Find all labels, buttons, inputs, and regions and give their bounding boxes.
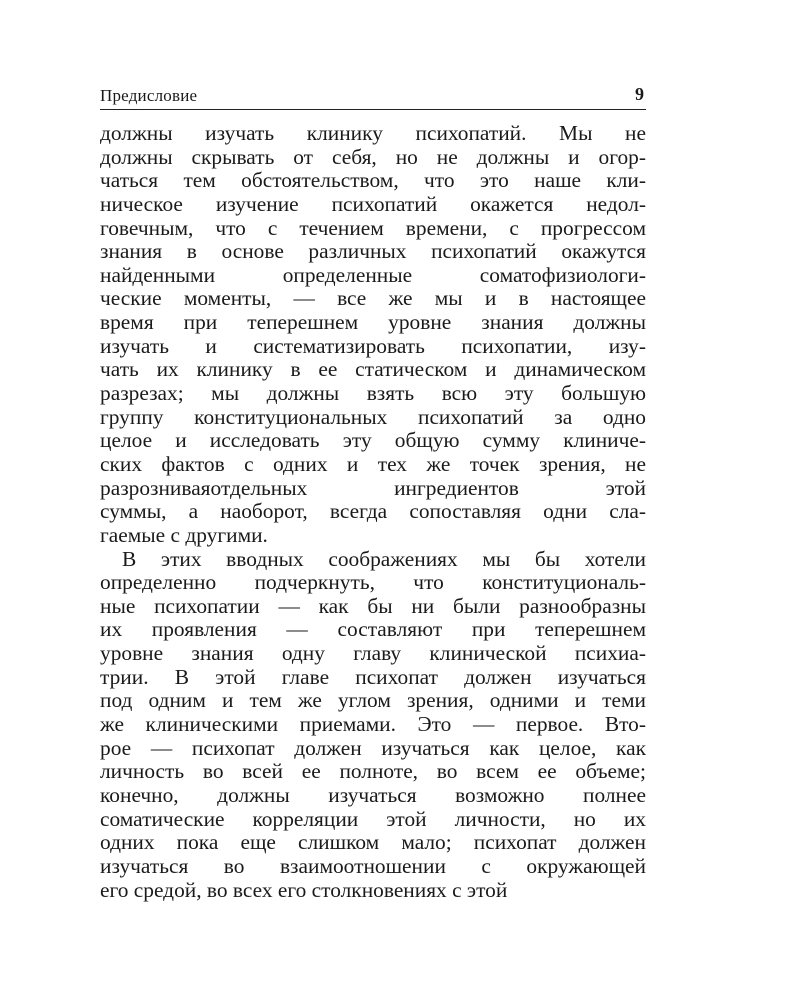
text-line: их проявления — составляют при теперешнем (100, 617, 646, 642)
text-line: ских фактов с одних и тех же точек зрения, не (100, 451, 646, 476)
text-line: В этих вводных соображениях мы бы хотели (122, 546, 646, 571)
text-line: конечно, должны изучаться возможно полнее (100, 782, 646, 807)
text-line: время при теперешнем уровне знания должны (100, 310, 646, 335)
text-line: изучаться во взаимоотношении с окружающей (100, 853, 646, 878)
text-line: ческие моменты, — все же мы и в настоящее (100, 286, 646, 311)
text-line: же клиническими приемами. Это — первое. Вто- (100, 712, 646, 737)
text-line: одних пока еще слишком мало; психопат должен (100, 830, 646, 855)
text-line: личность во всей ее полноте, во всем ее объеме; (100, 759, 646, 784)
text-line: группу конституциональных психопатий за одно (100, 404, 646, 429)
text-line: гаемые с другими. (100, 522, 268, 547)
body-text (100, 122, 646, 902)
text-line: должны изучать клинику психопатий. Мы не (100, 121, 646, 145)
text-line: соматические корреляции этой личности, но их (100, 806, 646, 831)
text-line: говечным, что с течением времени, с прогрессом (100, 215, 646, 240)
text-line: найденными определенные соматофизиологи- (100, 262, 646, 287)
text-line: рое — психопат должен изучаться как целое, как (100, 735, 646, 760)
text-line: знания в основе различных психопатий окажутся (100, 239, 646, 264)
text-line: ные психопатии — как бы ни были разнообразны (100, 593, 646, 618)
paragraph (100, 548, 646, 903)
page-number: 9 (635, 84, 644, 104)
text-line: трии. В этой главе психопат должен изучаться (100, 664, 646, 689)
text-line: изучать и систематизировать психопатии, изу- (100, 333, 646, 358)
section-title: Предисловие (100, 86, 198, 105)
text-line: ническое изучение психопатий окажется недол- (100, 191, 646, 216)
text-line: уровне знания одну главу клинической психиа- (100, 641, 646, 666)
text-line: целое и исследовать эту общую сумму клиниче- (100, 428, 646, 453)
text-line: чать их клинику в ее статическом и динамическом (100, 357, 646, 382)
text-line: суммы, а наоборот, всегда сопоставляя одни сла- (100, 499, 646, 524)
running-header (100, 83, 646, 110)
book-page (100, 83, 646, 902)
text-line: его средой, во всех его столкновениях с этой (100, 877, 508, 902)
text-line: разрезах; мы должны взять всю эту большую (100, 381, 646, 406)
paragraph (100, 122, 646, 548)
text-line: под одним и тем же углом зрения, одними и теми (100, 688, 646, 713)
text-line: определенно подчеркнуть, что конституциональ- (100, 570, 646, 595)
text-line: разрозниваяотдельных ингредиентов этой (100, 475, 646, 500)
text-line: чаться тем обстоятельством, что это наше кли- (100, 168, 646, 193)
text-line: должны скрывать от себя, но не должны и огор- (100, 144, 646, 169)
